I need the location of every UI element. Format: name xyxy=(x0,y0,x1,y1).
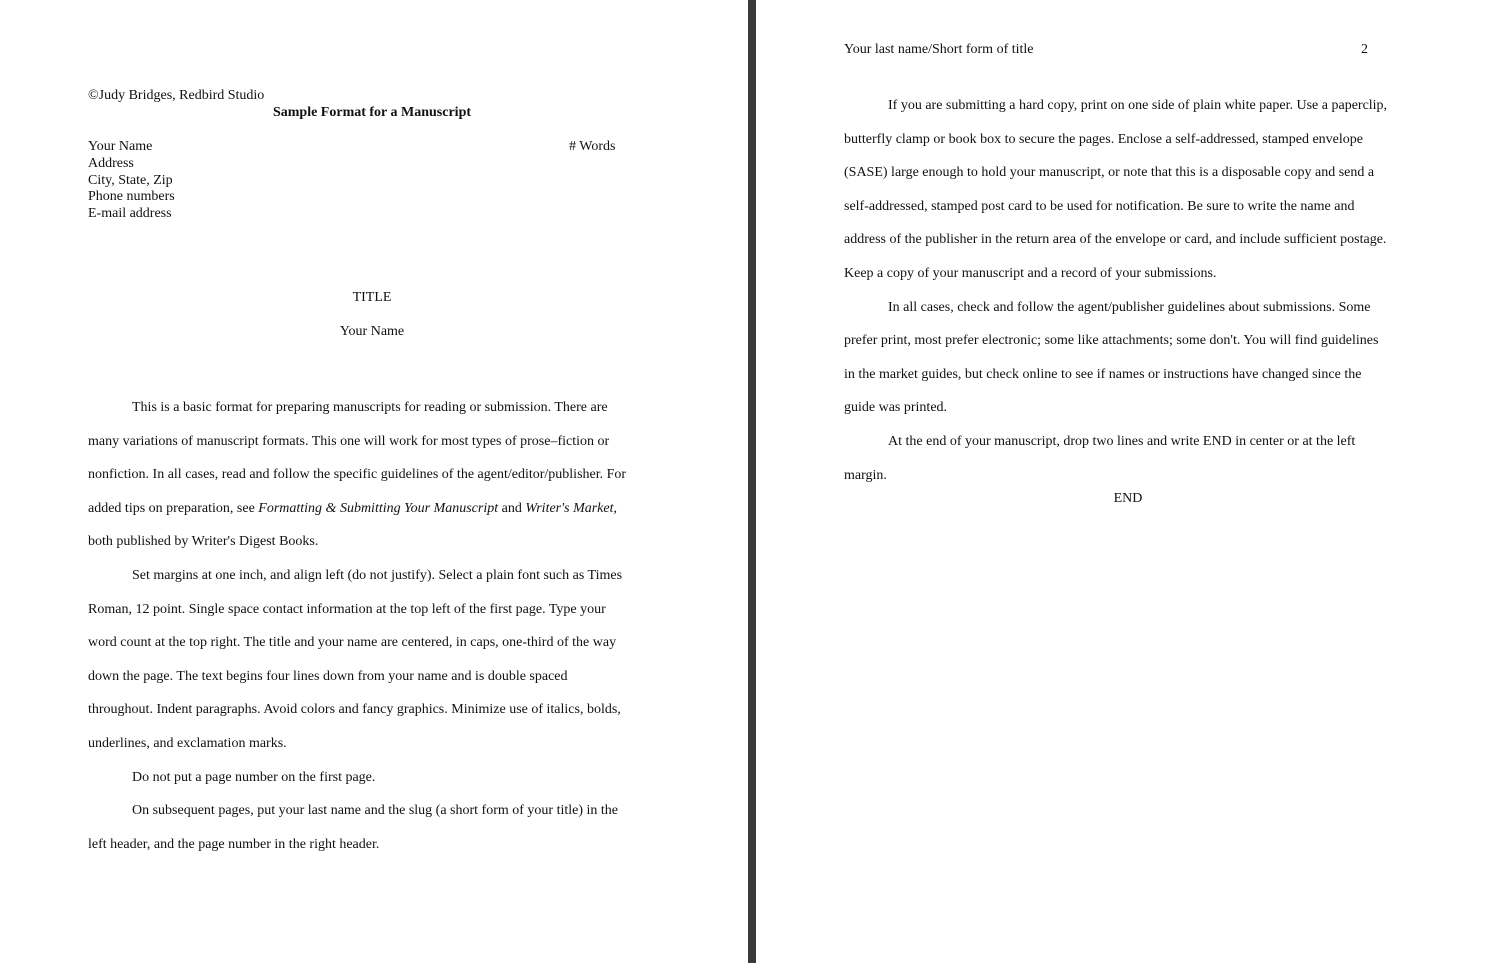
body-line: butterfly clamp or book box to secure the pages. Enclose a self-addressed, stamped envelope xyxy=(844,131,1363,147)
document-heading: Sample Format for a Manuscript xyxy=(272,105,472,120)
body-line: prefer print, most prefer electronic; some like attachments; some don't. You will find guidelines xyxy=(844,333,1379,349)
manuscript-page-2 xyxy=(756,0,1500,963)
body-line: word count at the top right. The title and your name are centered, in caps, one-third of the way xyxy=(88,635,617,651)
body-line: On subsequent pages, put your last name and the slug (a short form of your title) in the xyxy=(132,803,619,819)
body-line: both published by Writer's Digest Books. xyxy=(88,534,319,550)
body-line: nonfiction. In all cases, read and follow the specific guidelines of the agent/editor/publisher. For xyxy=(88,467,627,483)
manuscript-page-1 xyxy=(0,0,748,963)
body-line: self-addressed, stamped post card to be used for notification. Be sure to write the name and xyxy=(844,198,1355,214)
body-line: guide was printed. xyxy=(844,400,948,416)
book-title-formatting: Formatting & Submitting Your Manuscript xyxy=(258,500,499,516)
running-head: Your last name/Short form of title xyxy=(844,42,1034,57)
body-line: (SASE) large enough to hold your manuscript, or note that this is a disposable copy and send a xyxy=(844,165,1375,181)
contact-city-state-zip: City, State, Zip xyxy=(88,172,173,188)
page-number: 2 xyxy=(1361,42,1368,57)
body-line: Set margins at one inch, and align left (do not justify). Select a plain font such as Times xyxy=(132,567,623,583)
body-line: Do not put a page number on the first page. xyxy=(132,769,376,785)
manuscript-title: TITLE xyxy=(352,290,392,305)
copyright-line: ©Judy Bridges, Redbird Studio xyxy=(88,88,265,103)
body-text: added tips on preparation, see xyxy=(88,500,259,516)
contact-email: E-mail address xyxy=(88,206,172,222)
contact-block xyxy=(88,139,175,223)
page-2-body xyxy=(844,89,1424,492)
end-marker: END xyxy=(1113,491,1143,506)
contact-phone: Phone numbers xyxy=(88,189,175,205)
body-line: Roman, 12 point. Single space contact information at the top left of the first page. Type your xyxy=(88,601,606,617)
manuscript-byline: Your Name xyxy=(339,324,405,339)
body-line: in the market guides, but check online to see if names or instructions have changed since the xyxy=(844,366,1362,382)
page-divider xyxy=(748,0,756,963)
body-line: underlines, and exclamation marks. xyxy=(88,735,287,751)
body-line: This is a basic format for preparing manuscripts for reading or submission. There are xyxy=(132,400,608,415)
contact-name: Your Name xyxy=(88,139,153,154)
body-line: down the page. The text begins four lines down from your name and is double spaced xyxy=(88,668,568,684)
body-text: and xyxy=(498,500,526,516)
body-line: throughout. Indent paragraphs. Avoid colors and fancy graphics. Minimize use of italics, bolds, xyxy=(88,702,621,718)
body-line: left header, and the page number in the right header. xyxy=(88,836,380,852)
body-line: At the end of your manuscript, drop two lines and write END in center or at the left xyxy=(888,433,1356,449)
word-count: # Words xyxy=(569,139,616,154)
body-line: If you are submitting a hard copy, print on one side of plain white paper. Use a paperclip, xyxy=(888,98,1388,113)
body-text: , xyxy=(613,500,617,516)
book-title-writers-market: Writer's Market xyxy=(525,500,614,516)
page-1-body xyxy=(88,391,663,861)
body-line: Keep a copy of your manuscript and a record of your submissions. xyxy=(844,265,1217,281)
body-line xyxy=(88,492,663,526)
body-line: many variations of manuscript formats. This one will work for most types of prose–fiction or xyxy=(88,433,610,449)
contact-address: Address xyxy=(88,155,134,171)
body-line: address of the publisher in the return area of the envelope or card, and include sufficient postage. xyxy=(844,232,1387,248)
body-line: margin. xyxy=(844,467,887,483)
body-line: In all cases, check and follow the agent/publisher guidelines about submissions. Some xyxy=(888,299,1371,315)
